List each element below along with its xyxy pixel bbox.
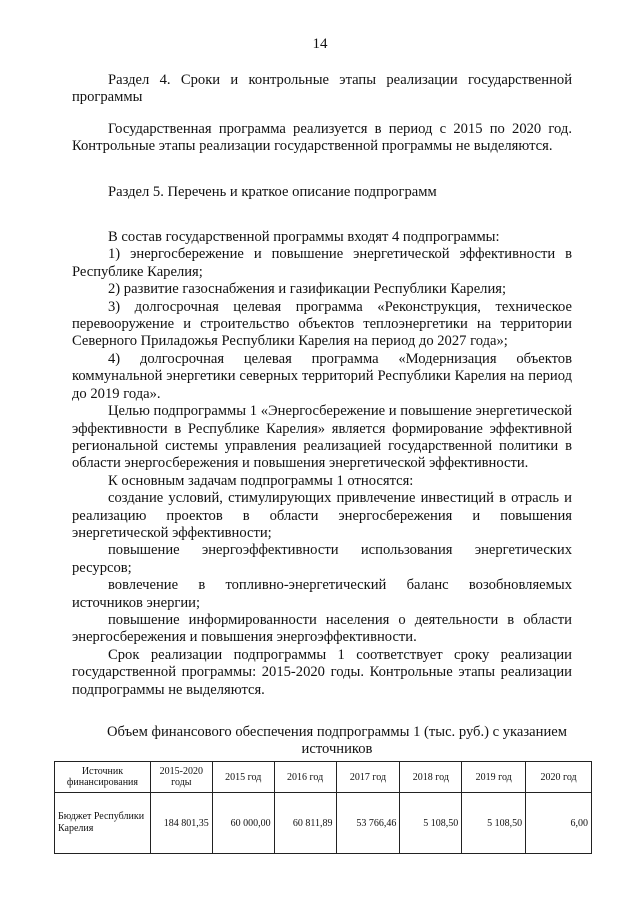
- subprogram-item-1: 1) энергосбережение и повышение энергетической эффективности в Республике Карелия;: [72, 246, 572, 280]
- cell-2018: 5 108,50: [400, 793, 462, 854]
- table-header-row: [55, 762, 592, 793]
- header-2020: 2020 год: [526, 762, 592, 793]
- paragraph-term: Срок реализации подпрограммы 1 соответствует сроку реализации государственной программы: 2015-2020 годы. Контрольные этапы реализации подпрограммы не выделяются.: [72, 646, 572, 698]
- paragraph-period: Государственная программа реализуется в период с 2015 по 2020 год. Контрольные этапы реализации государственной программы не выделяются.: [72, 120, 572, 155]
- cell-2019: 5 108,50: [462, 793, 526, 854]
- header-2016: 2016 год: [274, 762, 336, 793]
- cell-total: 184 801,35: [150, 793, 212, 854]
- table-row: [55, 793, 592, 854]
- task-item-4: повышение информированности населения о деятельности в области энергосбережения и повышения энергоэффективности.: [72, 611, 572, 646]
- subprogram-item-4: 4) долгосрочная целевая программа «Модернизация объектов коммунальной энергетики северных территорий Республики Карелия на период до 2019 года».: [72, 350, 572, 402]
- section-4-heading: Раздел 4. Сроки и контрольные этапы реализации государственной программы: [72, 72, 572, 106]
- header-2017: 2017 год: [336, 762, 400, 793]
- task-item-3: вовлечение в топливно-энергетический баланс возобновляемых источников энергии;: [72, 577, 572, 611]
- cell-2015: 60 000,00: [212, 793, 274, 854]
- cell-2020: 6,00: [526, 793, 592, 854]
- paragraph-subprograms-intro: В состав государственной программы входят 4 подпрограммы:: [108, 229, 500, 246]
- task-item-1: создание условий, стимулирующих привлечение инвестиций в отрасль и реализацию проектов в области энергосбережения и повышения энергетической эффективности;: [72, 490, 572, 541]
- task-item-2: повышение энергоэффективности использования энергетических ресурсов;: [72, 542, 572, 576]
- header-source: Источник финансирования: [55, 762, 151, 793]
- cell-2016: 60 811,89: [274, 793, 336, 854]
- table-caption: Объем финансового обеспечения подпрограммы 1 (тыс. руб.) с указанием источников: [107, 724, 567, 757]
- cell-source: Бюджет Республики Карелия: [55, 793, 151, 854]
- header-2015: 2015 год: [212, 762, 274, 793]
- header-2018: 2018 год: [400, 762, 462, 793]
- header-2019: 2019 год: [462, 762, 526, 793]
- document-body: [72, 72, 572, 699]
- subprogram-item-3: 3) долгосрочная целевая программа «Реконструкция, техническое перевооружение и строительство объектов теплоэнергетики на территории Северного Приладожья Республики Карелия на период до 2027 года»;: [72, 298, 572, 350]
- paragraph-tasks-intro: К основным задачам подпрограммы 1 относятся:: [108, 472, 414, 489]
- subprogram-item-2: 2) развитие газоснабжения и газификации Республики Карелия;: [108, 281, 507, 298]
- page-number: 14: [312, 36, 328, 52]
- paragraph-goal: Целью подпрограммы 1 «Энергосбережение и повышение энергетической эффективности в Республике Карелия» является формирование эффективной региональной системы управления реализацией государственной политики в области энергосбережения и повышения энергетической эффективности.: [72, 403, 572, 472]
- header-total: 2015-2020 годы: [150, 762, 212, 793]
- cell-2017: 53 766,46: [336, 793, 400, 854]
- financing-table: [54, 761, 592, 854]
- section-5-heading: Раздел 5. Перечень и краткое описание подпрограмм: [108, 183, 437, 200]
